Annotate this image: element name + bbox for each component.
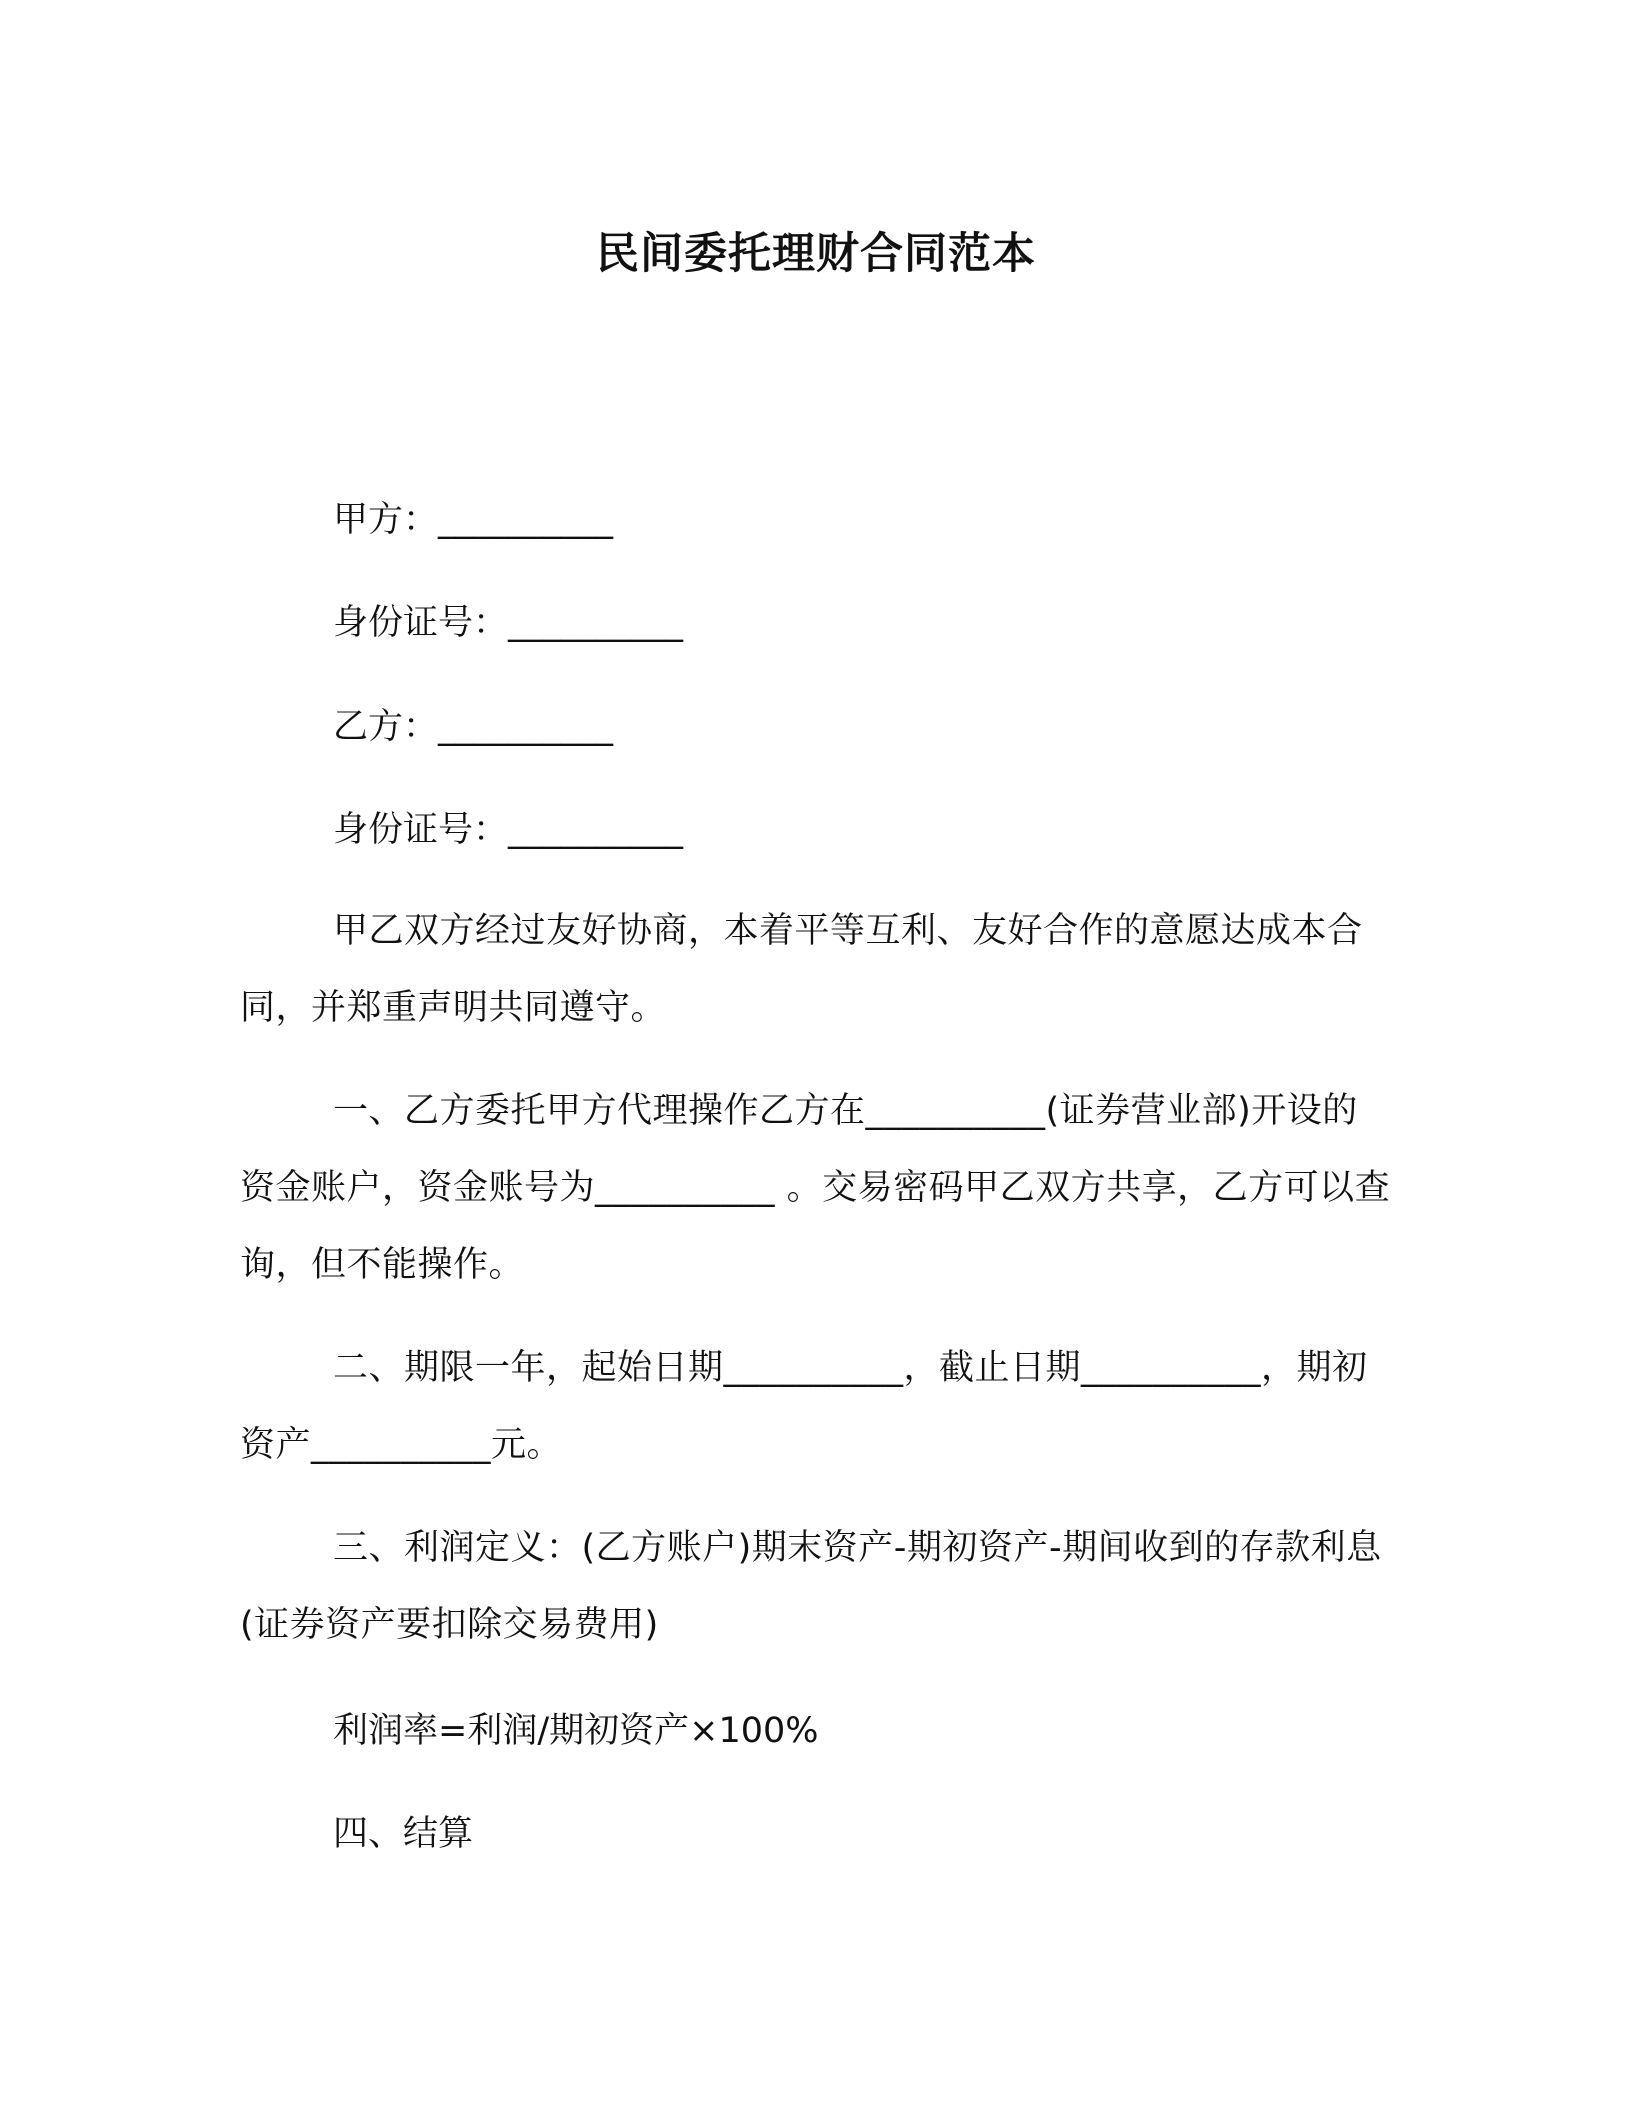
party-a-id-label: 身份证号： <box>333 603 509 643</box>
party-a-id-field <box>333 599 683 647</box>
profit-rate-formula: 利润率=利润/期初资产×100% <box>333 1711 819 1751</box>
party-a-blank: __________ <box>438 500 614 540</box>
document-title: 民间委托理财合同范本 <box>596 229 1036 279</box>
clause-2-paragraph: 二、期限一年，起始日期__________，截止日期__________，期初资产__________元。 <box>240 1348 1368 1465</box>
party-b-id-blank: __________ <box>508 810 684 850</box>
clause-1-paragraph: 一、乙方委托甲方代理操作乙方在__________(证券营业部)开设的资金账户，资金账号为__________ 。交易密码甲乙双方共享，乙方可以查询，但不能操作。 <box>240 1091 1391 1285</box>
party-b-field <box>333 703 613 751</box>
clause-4-heading: 四、结算 <box>333 1814 474 1854</box>
party-b-id-field <box>333 806 683 854</box>
clause-3-paragraph: 三、利润定义：(乙方账户)期末资产-期初资产-期间收到的存款利息(证券资产要扣除交易费用) <box>240 1528 1382 1645</box>
party-a-id-blank: __________ <box>508 603 684 643</box>
party-a-label: 甲方： <box>333 500 439 540</box>
party-b-label: 乙方： <box>333 707 439 747</box>
party-b-blank: __________ <box>438 707 614 747</box>
party-b-id-label: 身份证号： <box>333 810 509 850</box>
preamble-paragraph: 甲乙双方经过友好协商，本着平等互利、友好合作的意愿达成本合同，并郑重声明共同遵守。 <box>240 911 1363 1028</box>
party-a-field <box>333 496 613 544</box>
